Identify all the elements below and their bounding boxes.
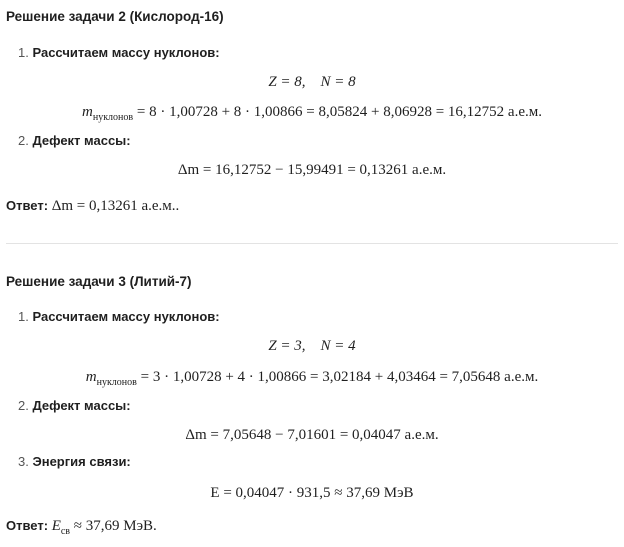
task3-answer-value: ≈ 37,69 МэВ. <box>70 518 157 534</box>
task2-step1 <box>18 45 220 60</box>
task2-defect-rhs: m = 16,12752 − 15,99491 = 0,13261 а.е.м. <box>187 162 447 178</box>
task3-step1-label: Рассчитаем массу нуклонов: <box>32 309 220 324</box>
task2-zn-equation <box>0 74 624 91</box>
task3-answer-subscript: св <box>60 526 71 537</box>
task3-title: Решение задачи 3 (Литий-7) <box>6 274 192 289</box>
task3-answer-label: Ответ: <box>6 518 49 533</box>
task3-step3 <box>18 454 131 469</box>
task3-step1 <box>18 309 220 324</box>
section-divider <box>6 243 618 244</box>
task3-step3-label: Энергия связи: <box>32 454 131 469</box>
task2-step1-label: Рассчитаем массу нуклонов: <box>32 45 220 60</box>
task3-zn-text: Z = 3, N = 4 <box>268 338 356 354</box>
task3-energy-text: E = 0,04047 · 931,5 ≈ 37,69 МэВ <box>210 485 414 501</box>
task2-step1-number: 1. <box>18 45 29 60</box>
task2-answer-label: Ответ: <box>6 198 49 213</box>
task2-answer-value: m = 0,13261 а.е.м.. <box>61 198 180 214</box>
task3-zn-equation <box>0 338 624 355</box>
task3-step2-number: 2. <box>18 398 29 413</box>
task3-mass-rhs: = 3 · 1,00728 + 4 · 1,00866 = 3,02184 + 4,03464 = 7,05648 а.е.м. <box>136 369 539 385</box>
task2-mass-rhs: = 8 · 1,00728 + 8 · 1,00866 = 8,05824 + 8,06928 = 16,12752 а.е.м. <box>133 104 542 120</box>
task3-defect-rhs: m = 7,05648 − 7,01601 = 0,04047 а.е.м. <box>195 427 439 443</box>
task2-answer: Ответ: Δm = 0,13261 а.е.м.. <box>6 198 180 214</box>
task2-defect-equation: Δm = 16,12752 − 15,99491 = 0,13261 а.е.м. <box>177 162 447 178</box>
task3-mass-subscript: нуклонов <box>96 377 137 388</box>
task3-energy-equation <box>0 485 624 502</box>
task2-step2-number: 2. <box>18 133 29 148</box>
task3-answer: Ответ: $E_{св} \approx 37,69$ МэВ. <box>6 518 157 537</box>
task2-zn-text: Z = 8, N = 8 <box>268 74 356 90</box>
task3-defect-equation: Δm = 7,05648 − 7,01601 = 0,04047 а.е.м. <box>185 427 439 443</box>
task2-mass-subscript: нуклонов <box>92 112 134 123</box>
task2-title: Решение задачи 2 (Кислород-16) <box>6 9 224 24</box>
task3-step2 <box>18 398 131 413</box>
task3-step1-number: 1. <box>18 309 29 324</box>
task2-step2 <box>18 133 131 148</box>
task3-step2-label: Дефект массы: <box>32 398 131 413</box>
task2-step2-label: Дефект массы: <box>32 133 131 148</box>
task2-mass-equation: $m_{нуклонов} = 8 \cdot 1,00728 + 8 \cdot 1,00866 = 8,05824 + 8,06928 = 16,12752$ а.е.м. <box>82 104 542 123</box>
task3-mass-equation: $m_{нуклонов} = 3 \cdot 1,00728 + 4 \cdot 1,00866 = 3,02184 + 4,03464 = 7,05648$ а.е.м. <box>85 369 539 388</box>
task3-step3-number: 3. <box>18 454 29 469</box>
